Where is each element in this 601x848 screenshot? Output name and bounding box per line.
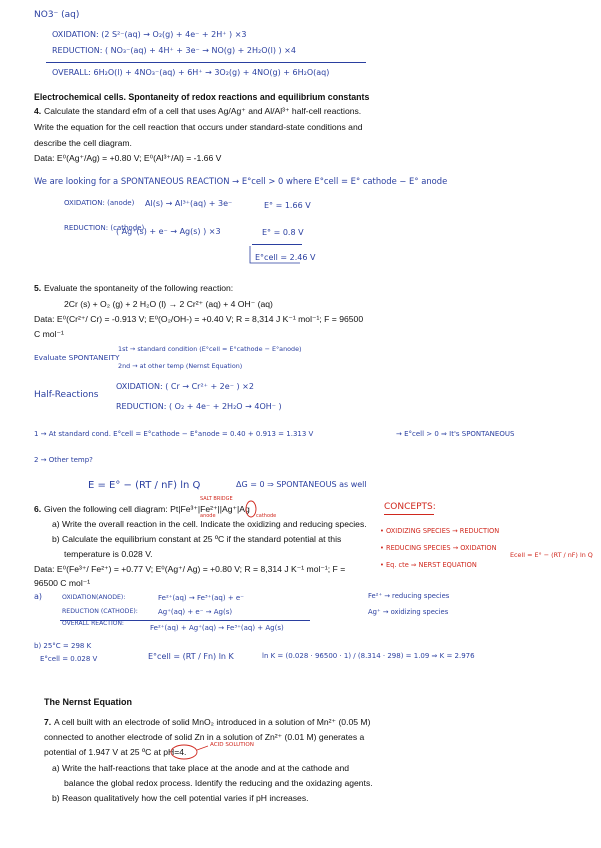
q6-hw-ox-eq: Fe²⁺(aq) → Fe³⁺(aq) + e⁻ <box>158 594 244 602</box>
q6-hw-salt-bridge: SALT BRIDGE <box>200 496 233 502</box>
q4-hw-ox-label: OXIDATION: (anode) <box>64 199 135 207</box>
q5-text: Evaluate the spontaneity of the following reaction: <box>44 283 234 293</box>
q4-hw-ox-eq: Al(s) → Al³⁺(aq) + 3e⁻ <box>145 199 233 208</box>
q6-hw-red: REDUCTION (CATHODE): <box>62 608 138 615</box>
q6-part-b-1: b) Calculate the equilibrium constant at 25 ºC if the standard potential at this <box>52 534 342 544</box>
q6-hw-oxidizing: Ag⁺ → oxidizing species <box>368 608 449 616</box>
q4-hw-ecell: E°cell = 2.46 V <box>255 253 316 262</box>
section-heading: Electrochemical cells. Spontaneity of redox reactions and equilibrium constants <box>34 92 370 102</box>
q7-text-3: potential of 1.947 V at 25 ºC at pH=4. <box>44 747 187 757</box>
q4-hw-red-eq: ( Ag⁺(s) + e⁻ → Ag(s) ) ×3 <box>116 227 221 236</box>
q6-data-2: 96500 C mol⁻¹ <box>34 578 91 588</box>
q6-number: 6. <box>34 504 42 514</box>
q6-hw-b-label: b) 25°C = 298 K <box>34 642 92 650</box>
q7-part-a-2: balance the global redox process. Identify the reducing and the oxidazing agents. <box>64 778 373 788</box>
q4-number: 4. <box>34 106 42 116</box>
q5-hw-step2: 2 → Other temp? <box>34 456 93 464</box>
q6-hw-anode: anode <box>200 513 216 519</box>
q6-hw-ox: OXIDATION(ANODE): <box>62 594 126 601</box>
q4-text-1: Calculate the standard efm of a cell that uses Ag/Ag⁺ and Al/Al³⁺ half-cell reactions. <box>44 106 362 116</box>
top-overall: OVERALL: 6H₂O(l) + 4NO₃⁻(aq) + 6H⁺ → 3O₂(g) + 4NO(g) + 6H₂O(aq) <box>52 68 330 77</box>
q4-text-3: describe the cell diagram. <box>34 138 132 148</box>
top-oxidation: OXIDATION: (2 S²⁻(aq) → O₂(g) + 4e⁻ + 2H⁺ ) ×3 <box>52 30 247 39</box>
q7-text-2: connected to another electrode of solid Zn in a solution of Zn²⁺ (0.01 M) generates a <box>44 732 365 742</box>
q6-part-a: a) Write the overall reaction in the cell. Indicate the oxidizing and reducing species. <box>52 519 367 529</box>
q5-hw-red: REDUCTION: ( O₂ + 4e⁻ + 2H₂O → 4OH⁻ ) <box>116 402 282 411</box>
q6-hw-red-eq: Ag⁺(aq) + e⁻ → Ag(s) <box>158 608 233 616</box>
q6-hw-reducing: Fe²⁺ → reducing species <box>368 592 450 600</box>
q5-reaction: 2Cr (s) + O₂ (g) + 2 H₂O (l) → 2 Cr²⁺ (aq) + 4 OH⁻ (aq) <box>64 299 273 309</box>
nernst-heading: The Nernst Equation <box>44 697 133 707</box>
top-reduction: REDUCTION: ( NO₃⁻(aq) + 4H⁺ + 3e⁻ → NO(g) + 2H₂O(l) ) ×4 <box>52 46 296 55</box>
concept-ecell: Ecell = E° − (RT / nF) ln Q <box>510 551 593 559</box>
concept-2: • REDUCING SPECIES → OXIDATION <box>380 544 497 552</box>
q4-hw-red-e: E° = 0.8 V <box>262 228 304 237</box>
q6-hw-b-calc: ln K = (0.028 · 96500 · 1) / (8.314 · 298) = 1.09 ⇒ K = 2.976 <box>262 652 475 660</box>
q5-hw-evaluate: Evaluate SPONTANEITY <box>34 353 120 362</box>
q5-number: 5. <box>34 283 42 293</box>
q5-data-2: C mol⁻¹ <box>34 329 64 339</box>
q5-hw-half: Half-Reactions <box>34 390 99 400</box>
q6-hw-cathode: cathode <box>256 513 277 519</box>
q5-hw-step1: 1 → At standard cond. E°cell = E°cathode − E°anode = 0.40 + 0.913 = 1.313 V <box>34 430 314 438</box>
q6-hw-overall-eq: Fe²⁺(aq) + Ag⁺(aq) → Fe³⁺(aq) + Ag(s) <box>150 624 284 632</box>
q5-hw-cond1: 1st → standard condition (E°cell = E°cathode − E°anode) <box>118 345 302 353</box>
q5-hw-nernst: E = E° − (RT / nF) ln Q <box>88 480 201 491</box>
q7-text-1: A cell built with an electrode of solid MnO₂ introduced in a solution of Mn²⁺ (0.05 M) <box>54 717 371 727</box>
q4-text-2: Write the equation for the cell reaction that occurs under standard-state conditions and <box>34 122 363 132</box>
q4-hw-red-label: REDUCTION: (cathode) <box>64 224 145 232</box>
q6-data-1: Data: E⁰(Fe³⁺/ Fe²⁺) = +0.77 V; E⁰(Ag⁺/ Ag) = +0.80 V; R = 8,314 J K⁻¹ mol⁻¹; F = <box>34 564 346 574</box>
q5-hw-step1b: → E°cell > 0 ⇒ It's SPONTANEOUS <box>396 430 515 438</box>
q5-hw-cond2: 2nd → at other temp (Nernst Equation) <box>118 362 243 370</box>
q4-hw-line1: We are looking for a SPONTANEOUS REACTION → E°cell > 0 where E°cell = E° cathode − E° anode <box>34 176 448 186</box>
q5-hw-nernst2: ΔG = 0 ⇒ SPONTANEOUS as well <box>236 480 367 489</box>
q7-part-a-1: a) Write the half-reactions that take place at the anode and at the cathode and <box>52 763 350 773</box>
top-title: NO3⁻ (aq) <box>34 10 80 20</box>
q7-hw-acid: ACID SOLUTION <box>210 742 254 748</box>
q6-hw-overall: OVERALL REACTION: <box>62 620 124 627</box>
q6-part-b-2: temperature is 0.028 V. <box>64 549 153 559</box>
concepts-title: CONCEPTS: <box>384 502 436 512</box>
concept-1: • OXIDIZING SPECIES → REDUCTION <box>380 527 500 535</box>
q4-hw-ox-e: E° = 1.66 V <box>264 201 311 210</box>
q7-number: 7. <box>44 717 52 727</box>
q7-part-b: b) Reason qualitatively how the cell potential varies if pH increases. <box>52 793 309 803</box>
q5-hw-ox: OXIDATION: ( Cr → Cr²⁺ + 2e⁻ ) ×2 <box>116 382 254 391</box>
q6-hw-b-e: E°cell = 0.028 V <box>40 655 98 663</box>
q5-data-1: Data: E⁰(Cr²⁺/ Cr) = -0.913 V; E⁰(O₂/OH-) = +0.40 V; R = 8,314 J K⁻¹ mol⁻¹; F = 96500 <box>34 314 364 324</box>
q6-text: Given the following cell diagram: Pt|Fe³⁺|Fe²⁺||Ag⁺|Ag <box>44 504 250 514</box>
concept-3: • Eq. cte ⇒ NERST EQUATION <box>380 561 477 569</box>
q6-hw-a-label: a) <box>34 592 43 601</box>
q4-data: Data: E⁰(Ag⁺/Ag) = +0.80 V; E⁰(Al³⁺/Al) = -1.66 V <box>34 153 222 163</box>
q6-hw-b-formula: E°cell = (RT / Fn) ln K <box>148 652 234 661</box>
